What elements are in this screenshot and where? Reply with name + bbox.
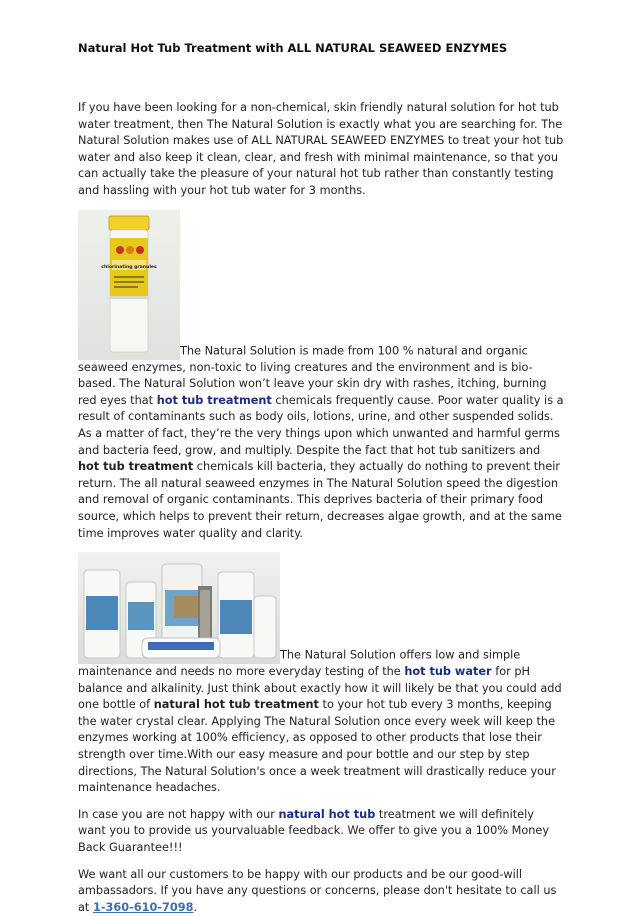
svg-text:chlorinating granules: chlorinating granules [101,264,157,270]
bottle-label-text [101,264,157,270]
document-page [78,40,564,916]
intro-paragraph: If you have been looking for a non-chemical, skin friendly natural solution for hot tub water treatment, then The Natural Solution is exactly what you are searching for. The Natural Solution makes use of ALL NATURAL SEAWEED ENZYMES to treat your hot tub water and also keep it clean, clear, and fresh with minimal maintenance, so that you can actually take the pleasure of your natural hot tub rather than constantly testing and hassling with your hot tub water for 3 months. [78,101,564,197]
hot-tub-treatment-bold: hot tub treatment [78,460,194,474]
product-bottle-image [78,210,180,360]
paragraph-low-maintenance: The Natural Solution offers low and simple maintenance and needs no more everyday testing of the hot tub water for pH balance and alkalinity. Just think about exactly how it will likely be that you could add one bottle of natural hot tub treatment to your hot tub every 3 months, keeping the water crystal clear. Applying The Natural Solution once every week will keep the enzymes working at 100% efficiency, as opposed to other products that lose their strength over time.With our easy measure and pour bottle and our step by step directions, The Natural Solution's once a week treatment will drastically reduce your maintenance headaches. [78,552,564,797]
document-title: Natural Hot Tub Treatment with ALL NATURAL SEAWEED ENZYMES [78,41,508,55]
bottle-illustration [101,216,157,354]
product-group-illustration [78,552,280,664]
hot-tub-water-link[interactable]: hot tub water [404,665,492,679]
natural-hot-tub-link[interactable]: natural hot tub [278,807,376,821]
natural-hot-tub-treatment-bold: natural hot tub treatment [153,698,319,712]
phone-link[interactable]: 1-360-610-7098 [92,900,194,914]
paragraph-guarantee: In case you are not happy with our natural hot tub treatment we will definitely want you to provide us yourvaluable feedback. We offer to give you a 100% Money Back Guarantee!!! [78,807,550,855]
paragraph-contact: We want all our customers to be happy with our products and be our good-will ambassadors. If you have any questions or concerns, please don't hesitate to call us at 1-360-610-7098. [78,867,557,914]
product-group-image [78,552,280,664]
paragraph-natural-solution: chlorinating granules The Natural Solution is made from 100 % natural and organic seaweed enzymes, non-toxic to living creatures and the environment and is bio-based. The Natural Solution won’t leave your skin dry with rashes, itching, burning red eyes that hot tub treatment chemicals frequently cause. Poor water quality is a result of contaminants such as body oils, lotions, urine, and other suspended solids. As a matter of fact, they’re the very things upon which unwanted and harmful germs and bacteria feed, grow, and multiply. Despite the fact that hot tub sanitizers and hot tub treatment chemicals kill bacteria, they actually do nothing to prevent their return. The all natural seaweed enzymes in The Natural Solution speed the digestion and removal of organic contaminants. This deprives bacteria of their primary food source, which helps to prevent their return, decreases algae growth, and at the same time improves water quality and clarity. [78,210,564,543]
hot-tub-treatment-link[interactable]: hot tub treatment [156,393,272,407]
